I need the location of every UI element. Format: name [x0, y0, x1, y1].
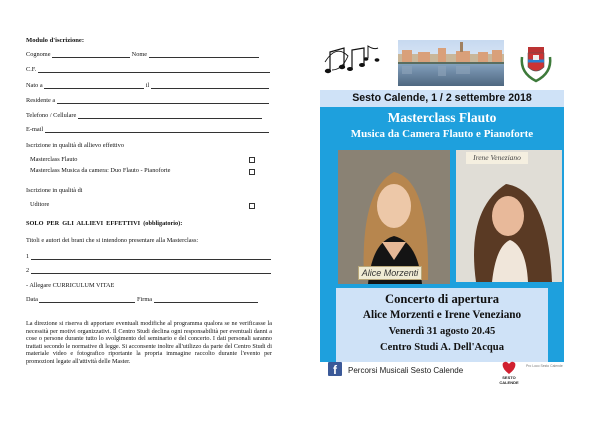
cf-row [26, 67, 274, 75]
brano-2-row [26, 268, 274, 276]
option-camera-label: Masterclass Musica da camera: Duo Flauto - Pianoforte [30, 167, 171, 174]
firma-field[interactable] [154, 297, 258, 303]
alice-caption: Alice Morzenti [358, 266, 422, 280]
option-flauto-label: Masterclass Flauto [30, 156, 78, 163]
concert-venue: Centro Studi A. Dell'Acqua [379, 342, 504, 353]
nato-a-field[interactable] [44, 83, 144, 89]
brano-2-field[interactable] [31, 268, 271, 274]
telefono-row [26, 113, 274, 121]
concert-performers: Alice Morzenti e Irene Veneziano [362, 309, 522, 321]
irene-veneziano-photo [456, 150, 562, 282]
form-title: Modulo d'iscrizione: [26, 37, 85, 44]
nato-row [26, 83, 274, 91]
concert-title: Concerto di apertura [384, 292, 500, 306]
municipal-crest-icon [516, 43, 556, 83]
residente-row [26, 98, 274, 106]
irene-caption: Irene Veneziano [466, 152, 528, 164]
email-field[interactable] [45, 127, 269, 133]
il-label: il [145, 82, 150, 89]
residente-field[interactable] [57, 98, 269, 104]
pro-loco-logo-text: Pro Loco Sesto Calende [526, 364, 563, 368]
data-label: Data [26, 296, 38, 303]
email-row [26, 127, 274, 135]
masterclass-title: Masterclass Flauto [387, 110, 497, 125]
solo-effettivi-title: SOLO PER GLI ALLIEVI EFFETTIVI (obbligatorio): [26, 220, 183, 227]
cf-field[interactable] [38, 67, 270, 73]
sesto-calende-logo [494, 359, 524, 385]
il-field[interactable] [151, 83, 269, 89]
masterclass-subtitle: Musica da Camera Flauto e Pianoforte [350, 128, 534, 140]
iscrizione-uditore: Iscrizione in qualità di [26, 187, 83, 194]
option-uditore-checkbox[interactable] [249, 203, 255, 209]
brochure-panel [318, 0, 580, 424]
facebook-icon[interactable]: f [328, 362, 342, 376]
brano-2-number: 2 [26, 267, 30, 274]
logo-text: SESTO CALENDE [499, 375, 519, 385]
residente-label: Residente a [26, 97, 56, 104]
nome-field[interactable] [149, 52, 259, 58]
cognome-label: Cognome [26, 51, 51, 58]
data-firma-row [26, 297, 274, 305]
option-flauto-checkbox[interactable] [249, 157, 255, 163]
brano-1-field[interactable] [31, 254, 271, 260]
email-label: E-mail [26, 126, 44, 133]
option-uditore-label: Uditore [30, 201, 50, 208]
date-band [320, 90, 564, 107]
firma-label: Firma [137, 296, 153, 303]
town-photo [398, 40, 504, 86]
concert-datetime: Venerdì 31 agosto 20.45 [388, 326, 496, 337]
cognome-nome-row [26, 52, 274, 60]
alice-morzenti-photo [338, 150, 450, 284]
telefono-label: Telefono / Cellulare [26, 112, 77, 119]
brano-1-number: 1 [26, 253, 30, 260]
nato-a-label: Nato a [26, 82, 43, 89]
music-notes-icon [322, 40, 382, 82]
nome-label: Nome [131, 51, 148, 58]
disclaimer-paragraph: La direzione si riserva di apportare eventuali modifiche al programma qualora se ne verificasse la necessità per motivi organizzativi. Il Centro Studi declina ogni responsabilità per eventuali danni a cose o persone durante tutto lo svolgimento del seminario e del concerto. I dati personali saranno trattati secondo le normative di legge. Si acconsente inoltre all'utilizzo da parte del Centro Studi di materiale video e fotografico riportante la propria immagine raccolto durante l'evento per promozioni legate all'attività delle Master. [26, 320, 272, 365]
telefono-field[interactable] [78, 113, 262, 119]
cognome-field[interactable] [52, 52, 130, 58]
allegare-cv: - Allegare CURRICULUM VITAE [26, 282, 115, 289]
facebook-page-name[interactable]: Percorsi Musicali Sesto Calende [348, 366, 464, 375]
data-field[interactable] [39, 297, 135, 303]
event-date-location: Sesto Calende, 1 / 2 settembre 2018 [352, 92, 532, 104]
brano-1-row [26, 254, 274, 262]
iscrizione-effettivo: Iscrizione in qualità di allievo effettivo [26, 142, 124, 149]
event-banner [320, 90, 564, 362]
concert-info-box [336, 288, 548, 362]
titoli-instructions: Titoli e autori dei brani che si intendono presentare alla Masterclass: [26, 237, 199, 244]
cf-label: C.F. [26, 66, 37, 73]
option-camera-checkbox[interactable] [249, 169, 255, 175]
